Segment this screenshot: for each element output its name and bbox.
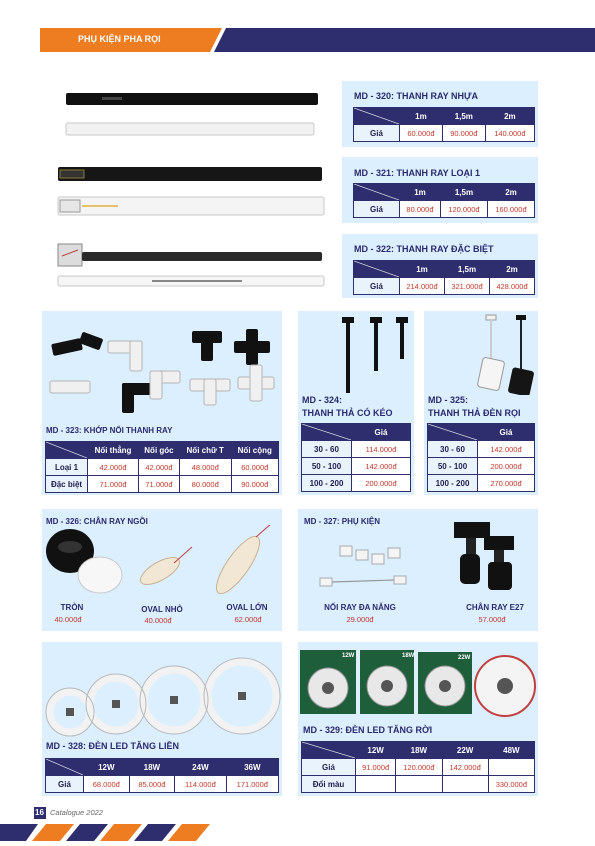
md321-price-table (353, 183, 535, 218)
md327-item-name: NỐI RAY ĐA NĂNG (324, 603, 396, 612)
price-cell: 91.000đ (356, 759, 396, 776)
price-cell: 90.000đ (231, 476, 278, 493)
col-header: Nối thẳng (88, 442, 139, 459)
price-cell: 171.000đ (226, 776, 278, 793)
price-cell: 270.000đ (478, 475, 535, 492)
md327-item-price: 57.000đ (478, 615, 506, 624)
price-cell: 48.000đ (179, 459, 231, 476)
row-label: 30 - 60 (302, 441, 352, 458)
col-header: 2m (485, 108, 534, 125)
row-label: Đổi màu (302, 776, 356, 793)
price-cell: 214.000đ (400, 278, 445, 295)
md329-image (298, 648, 538, 720)
price-cell: 90.000đ (442, 125, 485, 142)
header-bar (40, 28, 595, 52)
price-cell: 114.000đ (175, 776, 226, 793)
md329-title: MD - 329: ĐÈN LED TĂNG RỜI (303, 725, 433, 735)
price-cell: 142.000đ (478, 441, 535, 458)
section-title: PHỤ KIỆN PHA RỌI (78, 34, 161, 44)
md327-image (298, 520, 538, 602)
md326-item-price: 62.000đ (234, 615, 262, 624)
md323-image (42, 311, 282, 421)
md326-item-name: TRÒN (60, 603, 84, 612)
price-cell: 71.000đ (88, 476, 139, 493)
price-cell: 330.000đ (488, 776, 534, 793)
price-cell (442, 776, 488, 793)
md329-box-label: 18W (402, 653, 415, 659)
md326-item-price: 40.000đ (144, 616, 172, 625)
col-header: 2m (487, 184, 534, 201)
md325-title-line2: THANH THẢ ĐÈN RỌI (428, 408, 521, 418)
md327-item-price: 29.000đ (346, 615, 374, 624)
md329-box-label: 12W (342, 653, 355, 659)
col-header: Nối cộng (231, 442, 278, 459)
md329-price-table (301, 741, 535, 793)
md326-item-price: 40.000đ (54, 615, 82, 624)
col-header: 1m (400, 261, 445, 278)
col-header: 1,5m (442, 108, 485, 125)
row-label: 100 - 200 (428, 475, 478, 492)
md322-image (42, 234, 342, 298)
footer-stripes (0, 824, 220, 841)
md325-title-line1: MD - 325: (428, 395, 469, 405)
col-header: Nối góc (139, 442, 180, 459)
price-cell: 200.000đ (478, 458, 535, 475)
col-header: 18W (396, 742, 442, 759)
row-label: 30 - 60 (428, 441, 478, 458)
md321-title: MD - 321: THANH RAY LOẠI 1 (354, 168, 481, 178)
price-cell: 42.000đ (139, 459, 180, 476)
price-cell: 120.000đ (440, 201, 487, 218)
md324-title-line1: MD - 324: (302, 395, 343, 405)
md326-image (42, 525, 282, 601)
row-label: Giá (354, 201, 400, 218)
row-label: 50 - 100 (302, 458, 352, 475)
row-label: Giá (354, 125, 400, 142)
col-header: 12W (356, 742, 396, 759)
col-header: 48W (488, 742, 534, 759)
col-header: 24W (175, 759, 226, 776)
row-label: Giá (46, 776, 84, 793)
md328-price-table (45, 758, 279, 793)
md320-image (42, 81, 342, 147)
price-cell (356, 776, 396, 793)
price-cell: 85.000đ (129, 776, 175, 793)
col-header: 22W (442, 742, 488, 759)
row-label: Loại 1 (46, 459, 88, 476)
price-cell: 200.000đ (352, 475, 411, 492)
col-header: 1,5m (440, 184, 487, 201)
row-label: Giá (354, 278, 400, 295)
md327-item-name: CHÂN RAY E27 (466, 603, 524, 612)
row-label: Đặc biệt (46, 476, 88, 493)
price-cell: 71.000đ (139, 476, 180, 493)
col-header: 1,5m (445, 261, 490, 278)
col-header: Nối chữ T (179, 442, 231, 459)
md324-price-table (301, 423, 411, 492)
col-header: 1m (400, 184, 441, 201)
md321-image (42, 157, 342, 223)
col-header: 12W (84, 759, 130, 776)
col-header: 18W (129, 759, 175, 776)
md326-item-name: OVAL NHỎ (141, 605, 183, 614)
md326-item-name: OVAL LỚN (226, 603, 268, 612)
catalogue-label: Catalogue 2022 (50, 808, 103, 817)
col-header: 2m (490, 261, 535, 278)
price-cell: 321.000đ (445, 278, 490, 295)
row-label: Giá (302, 759, 356, 776)
row-label: 50 - 100 (428, 458, 478, 475)
md328-title: MD - 328: ĐÈN LED TĂNG LIỀN (46, 741, 180, 751)
col-header: 1m (400, 108, 443, 125)
md327-title: MD - 327: PHỤ KIỆN (304, 517, 381, 526)
price-cell: 42.000đ (88, 459, 139, 476)
md329-box-label: 22W (458, 655, 471, 661)
md323-price-table (45, 441, 279, 493)
price-cell: 80.000đ (400, 201, 441, 218)
price-cell: 428.000đ (490, 278, 535, 295)
row-label: 100 - 200 (302, 475, 352, 492)
md328-image (42, 642, 282, 740)
price-cell: 120.000đ (396, 759, 442, 776)
md322-title: MD - 322: THANH RAY ĐẶC BIỆT (354, 244, 494, 254)
price-cell: 160.000đ (487, 201, 534, 218)
price-cell: 140.000đ (485, 125, 534, 142)
md324-image (298, 311, 414, 395)
page-number: 16 (35, 808, 44, 817)
md323-title: MD - 323: KHỚP NỐI THANH RAY (46, 426, 173, 435)
md322-price-table (353, 260, 535, 295)
price-cell: 114.000đ (352, 441, 411, 458)
price-cell: 60.000đ (400, 125, 443, 142)
price-cell: 142.000đ (352, 458, 411, 475)
col-header: Giá (478, 424, 535, 441)
col-header: Giá (352, 424, 411, 441)
price-cell: 142.000đ (442, 759, 488, 776)
price-cell (396, 776, 442, 793)
md320-price-table (353, 107, 535, 142)
md326-title: MD - 326: CHÂN RAY NGỒI (46, 517, 148, 526)
md325-image (424, 311, 538, 395)
price-cell: 60.000đ (231, 459, 278, 476)
price-cell (488, 759, 534, 776)
md325-price-table (427, 423, 535, 492)
price-cell: 68.000đ (84, 776, 130, 793)
col-header: 36W (226, 759, 278, 776)
md320-title: MD - 320: THANH RAY NHỰA (354, 91, 478, 101)
md324-title-line2: THANH THẢ CÓ KÉO (302, 408, 393, 418)
price-cell: 80.000đ (179, 476, 231, 493)
